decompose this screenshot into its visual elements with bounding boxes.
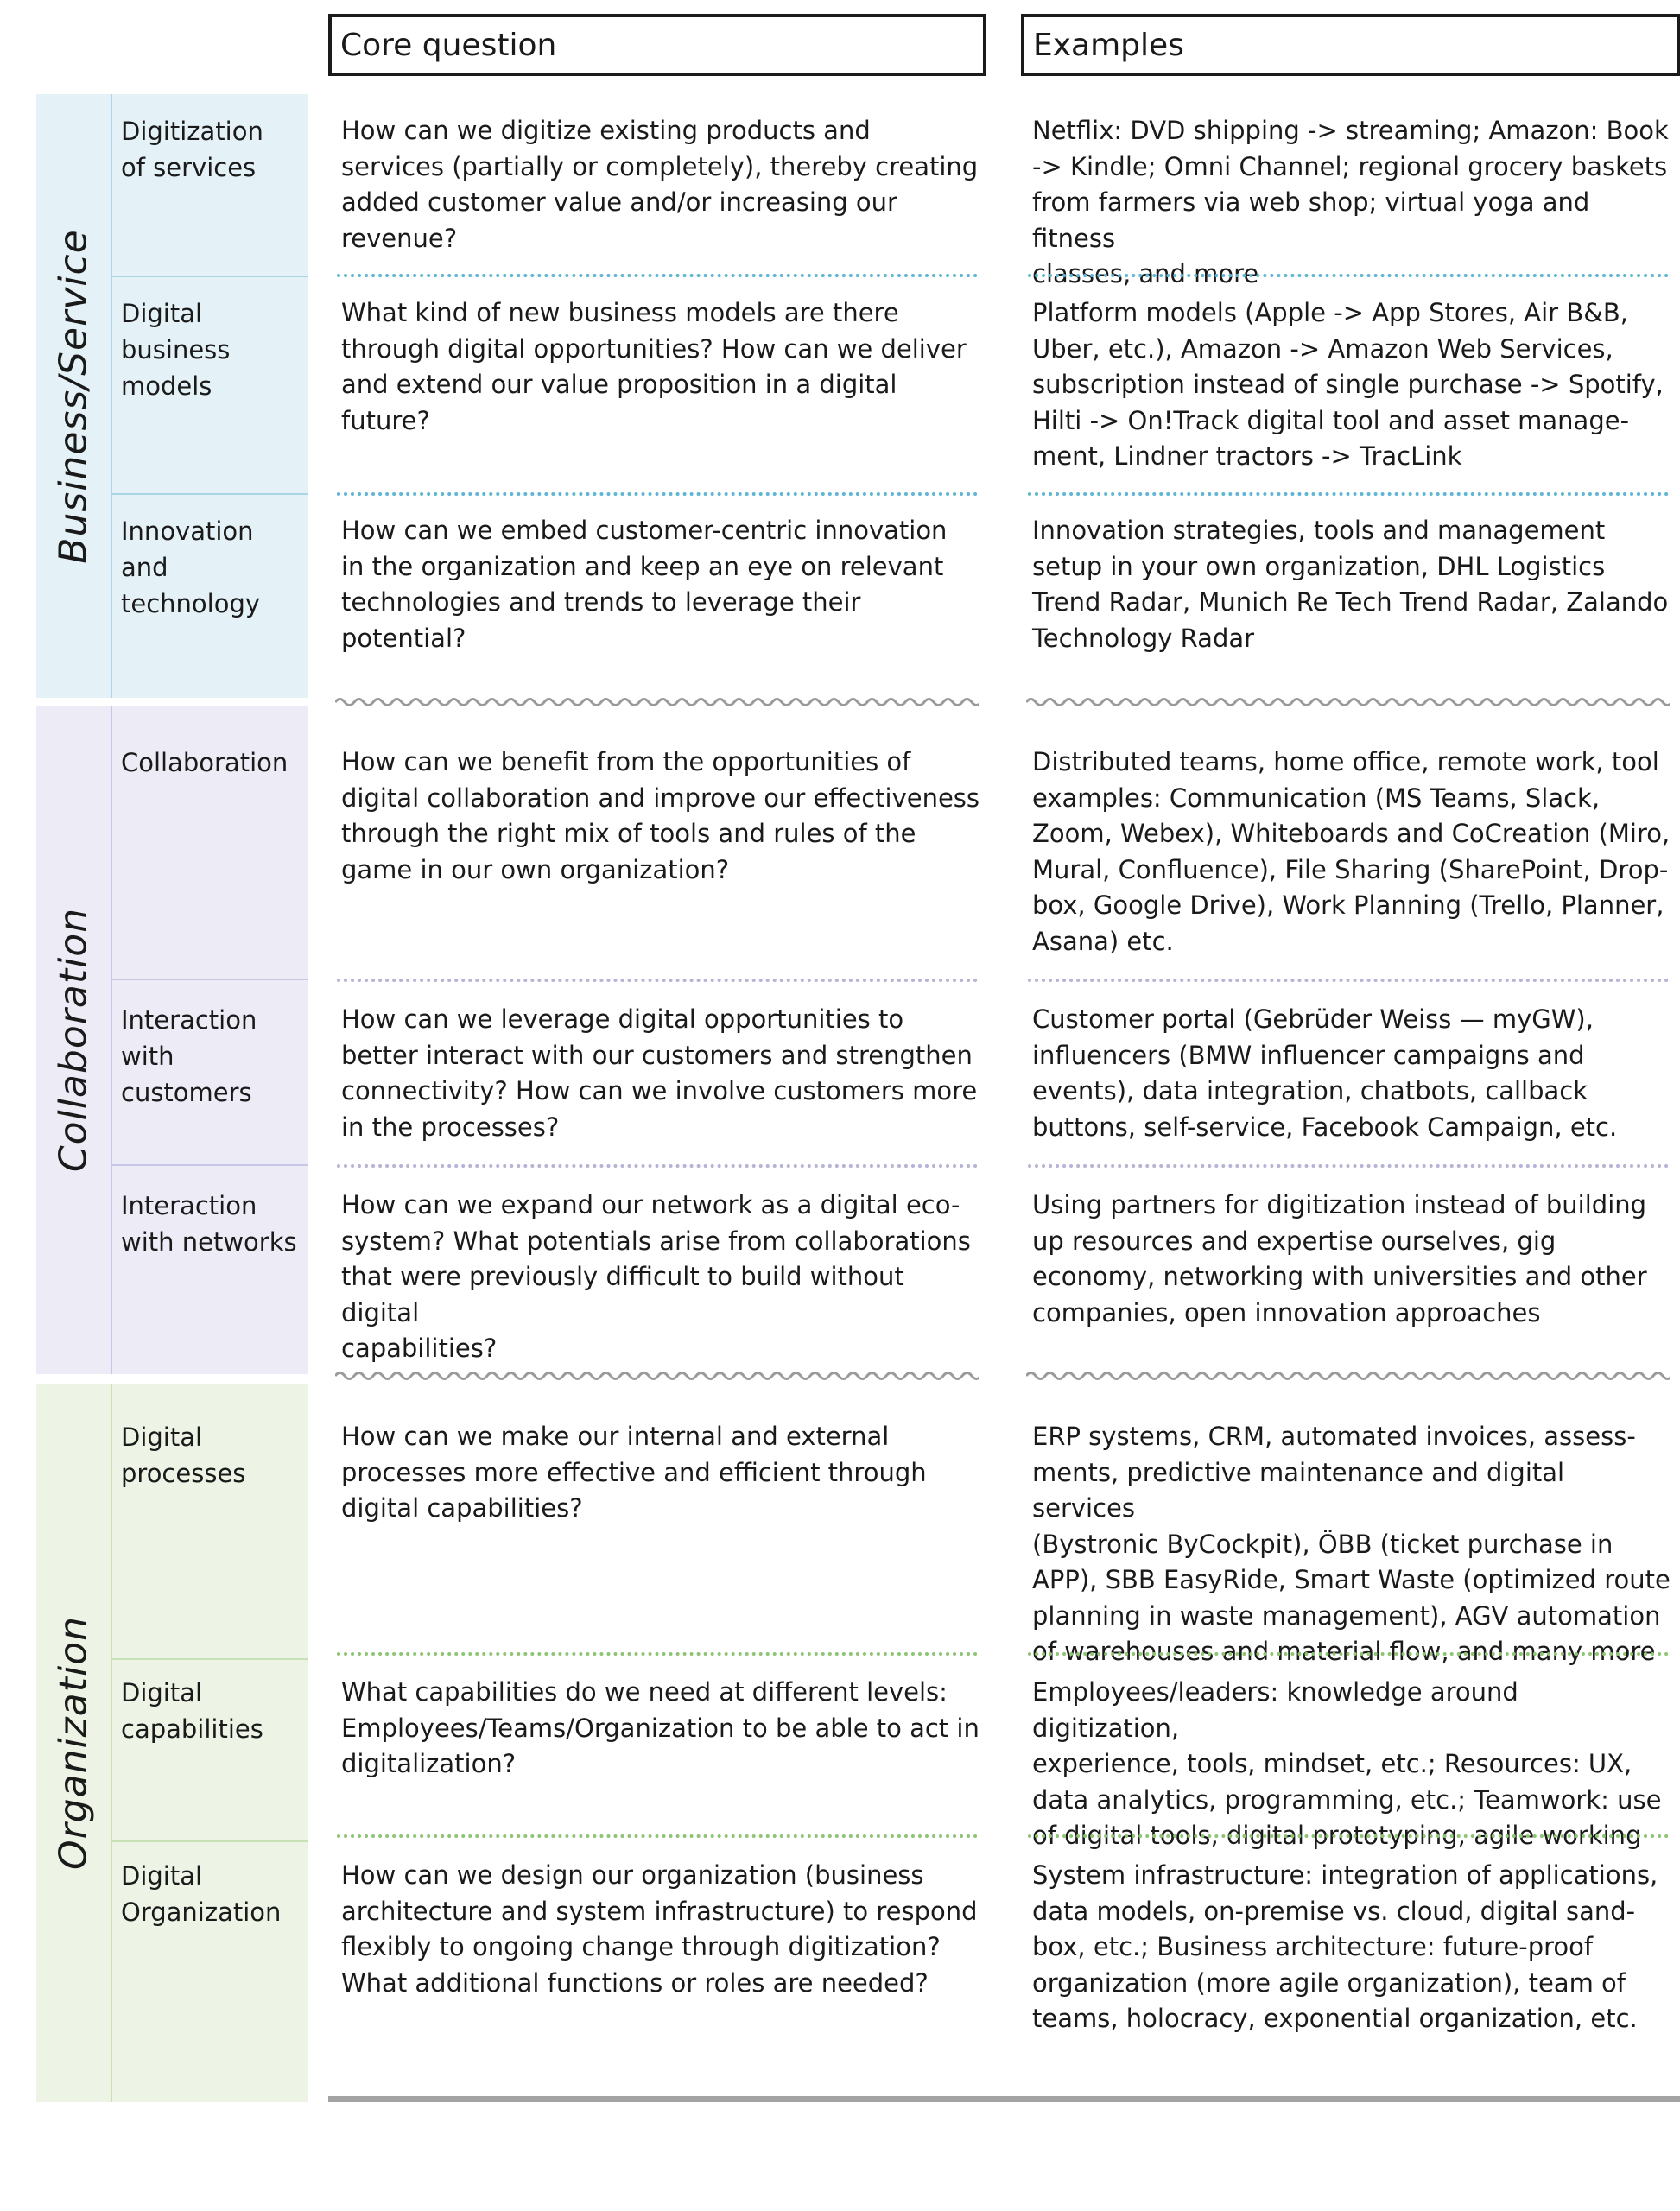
dotted-divider: [1028, 274, 1669, 277]
dotted-divider: [1028, 492, 1669, 496]
wavy-divider: [1026, 694, 1670, 711]
examples-digital-processes: ERP systems, CRM, automated invoices, assess- ments, predictive maintenance and digital services (Bystronic ByCockpit), ÖBB (ticket purchase in APP), SBB EasyRide, Smart Waste (optimized route planning in waste management), AGV automation of warehouses and material flow, and many more: [1032, 1422, 1670, 1666]
section-organization-label-column: [36, 1384, 112, 2102]
dotted-divider: [337, 274, 978, 277]
row-label-digitization-of-services: Digitization of services: [121, 117, 263, 182]
row-label-digital-organization: Digital Organization: [121, 1861, 282, 1927]
examples-digital-business-models: Platform models (Apple -> App Stores, Air B&B, Uber, etc.), Amazon -> Amazon Web Services, subscription instead of single purchase -> Spotify, Hilti -> On!Track digital tool and asset manage- ment, Lindner tractors -> TracLink: [1032, 298, 1664, 471]
question-digital-business-models: What kind of new business models are there through digital opportunities? How can we deliver and extend our value proposition in a digital future?: [341, 298, 967, 435]
question-digital-capabilities: What capabilities do we need at different levels: Employees/Teams/Organization to be able to act in digitalization?: [341, 1677, 979, 1778]
dotted-divider: [1028, 1164, 1669, 1168]
dotted-divider: [337, 979, 978, 982]
dotted-divider: [337, 1164, 978, 1168]
question-collaboration: How can we benefit from the opportunities of digital collaboration and improve our effectiveness through the right mix of tools and rules of the game in our own organization?: [341, 747, 980, 884]
row-label-digital-capabilities: Digital capabilities: [121, 1678, 263, 1744]
dotted-divider: [337, 1834, 978, 1838]
row-label-digital-processes: Digital processes: [121, 1422, 246, 1488]
section-label-organization: Organization: [51, 1615, 96, 1871]
row-divider: [112, 1164, 308, 1166]
examples-digital-organization: System infrastructure: integration of applications, data models, on-premise vs. cloud, digital sand- box, etc.; Business architecture: future-proof organization (more agile organization), team of teams, holocracy, exponential organization, etc.: [1032, 1860, 1658, 2033]
wavy-divider: [1026, 1367, 1670, 1384]
row-label-digital-business-models: Digital business models: [121, 299, 231, 401]
question-innovation-and-technology: How can we embed customer-centric innovation in the organization and keep an eye on relevant technologies and trends to leverage their potential?: [341, 516, 948, 653]
question-digital-processes: How can we make our internal and external processes more effective and efficient through digital capabilities?: [341, 1422, 927, 1523]
row-divider: [112, 276, 308, 277]
question-digital-organization: How can we design our organization (business architecture and system infrastructure) to respond flexibly to ongoing change through digitization? What additional functions or roles are needed?: [341, 1860, 978, 1998]
dotted-divider: [1028, 979, 1669, 982]
section-business-label-column: [36, 94, 112, 698]
examples-interaction-with-networks: Using partners for digitization instead of building up resources and expertise ourselves, gig economy, networking with universities and other companies, open innovation approaches: [1032, 1190, 1647, 1327]
dotted-divider: [337, 492, 978, 496]
dotted-divider: [1028, 1652, 1669, 1656]
row-divider: [112, 1840, 308, 1842]
section-collaboration-label-column: [36, 706, 112, 1374]
examples-interaction-with-customers: Customer portal (Gebrüder Weiss — myGW), influencers (BMW influencer campaigns and events), data integration, chatbots, callback buttons, self-service, Facebook Campaign, etc.: [1032, 1004, 1618, 1142]
row-label-interaction-with-customers: Interaction with customers: [121, 1005, 257, 1107]
row-label-innovation-and-technology: Innovation and technology: [121, 516, 261, 618]
examples-collaboration: Distributed teams, home office, remote work, tool examples: Communication (MS Teams, Slack, Zoom, Webex), Whiteboards and CoCreation (Miro, Mural, Confluence), File Sharing (SharePoint, Drop- box, Google Drive), Work Planning (Trello, Planner, Asana) etc.: [1032, 747, 1670, 956]
row-divider: [112, 1658, 308, 1660]
dotted-divider: [337, 1652, 978, 1656]
row-divider: [112, 979, 308, 980]
section-label-collaboration: Collaboration: [51, 907, 96, 1173]
question-interaction-with-networks: How can we expand our network as a digital eco- system? What potentials arise from collaborations that were previously difficult to build without digital capabilities?: [341, 1190, 971, 1363]
core-question-header-label: Core question: [340, 27, 557, 63]
section-label-business-service: Business/Service: [51, 228, 96, 564]
wavy-divider: [335, 1367, 979, 1384]
examples-header: [1021, 14, 1680, 76]
core-question-header: [328, 14, 986, 76]
row-label-collaboration: Collaboration: [121, 748, 288, 777]
row-label-interaction-with-networks: Interaction with networks: [121, 1191, 297, 1257]
examples-digital-capabilities: Employees/leaders: knowledge around digitization, experience, tools, mindset, etc.; Resources: UX, data analytics, programming, etc.; Teamwork: use of digital tools, digital prototyping, agile working: [1032, 1677, 1662, 1850]
row-divider: [112, 493, 308, 495]
bottom-rule: [328, 2096, 1680, 2102]
examples-header-label: Examples: [1033, 27, 1184, 63]
examples-innovation-and-technology: Innovation strategies, tools and management setup in your own organization, DHL Logistics Trend Radar, Munich Re Tech Trend Radar, Zalando Technology Radar: [1032, 516, 1669, 653]
examples-digitization-of-services: Netflix: DVD shipping -> streaming; Amazon: Book -> Kindle; Omni Channel; regional grocery baskets from farmers via web shop; virtual yoga and fitness classes, and more: [1032, 116, 1669, 288]
question-digitization-of-services: How can we digitize existing products and services (partially or completely), thereby creating added customer value and/or increasing our revenue?: [341, 116, 979, 253]
wavy-divider: [335, 694, 979, 711]
dotted-divider: [1028, 1834, 1669, 1838]
question-interaction-with-customers: How can we leverage digital opportunities to better interact with our customers and strengthen connectivity? How can we involve customers more in the processes?: [341, 1004, 978, 1142]
